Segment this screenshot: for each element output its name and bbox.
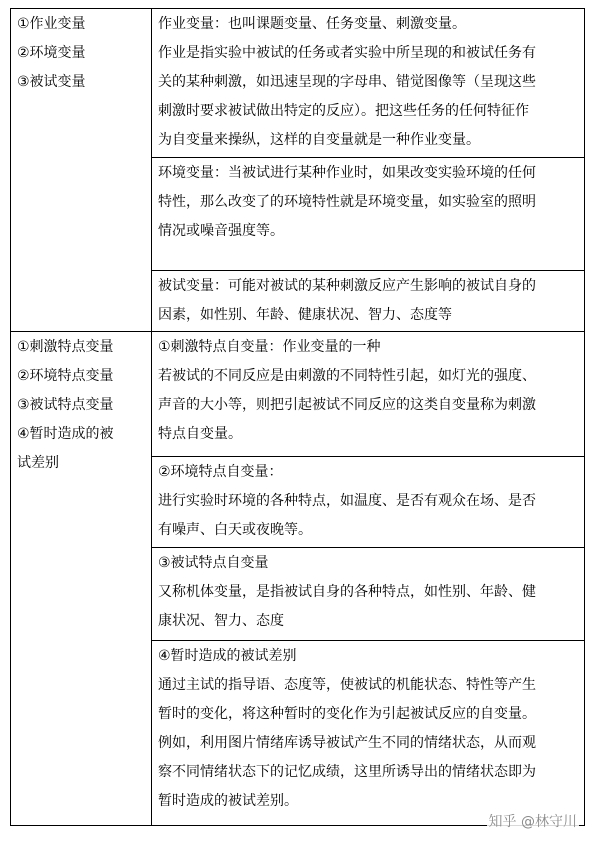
stimulus-feature-cell [152,332,585,457]
text-line: ④暂时造成的被试差别 [158,648,297,664]
group2-left-line: 试差别 [17,455,59,471]
text-line: 特点自变量。 [158,426,242,442]
subject-variable-cell [152,271,585,332]
group2-left-cell [11,332,152,826]
text-line: 特性，那么改变了的环境特性就是环境变量，如实验室的照明 [158,194,536,210]
group1-left-line: ①作业变量 [17,16,86,32]
table-row [11,332,585,457]
text-line: 声音的大小等，则把引起被试不同反应的这类自变量称为刺激 [158,397,536,413]
text-line: 关的某种刺激，如迅速呈现的字母串、错觉图像等（呈现这些 [158,74,536,90]
text-line: 情况或噪音强度等。 [158,223,284,239]
text-line: 例如，利用图片情绪库诱导被试产生不同的情绪状态，从而观 [158,735,536,751]
group2-left-line: ④暂时造成的被 [17,426,114,442]
text-line: 康状况、智力、态度 [158,613,284,629]
text-line: 察不同情绪状态下的记忆成绩，这里所诱导出的情绪状态即为 [158,764,536,780]
group1-left-line: ③被试变量 [17,74,86,90]
text-line: 通过主试的指导语、态度等，使被试的机能状态、特性等产生 [158,677,536,693]
table-row [11,9,585,158]
task-variable-cell [152,9,585,158]
group2-left-line: ③被试特点变量 [17,397,114,413]
text-line: 暂时的变化，将这种暂时的变化作为引起被试反应的自变量。 [158,706,536,722]
temporary-difference-cell [152,641,585,826]
text-line: 有噪声、白天或夜晚等。 [158,522,312,538]
group1-left-cell [11,9,152,332]
text-line: 作业变量：也叫课题变量、任务变量、刺激变量。 [158,16,466,32]
group1-left-line: ②环境变量 [17,45,86,61]
text-line: 作业是指实验中被试的任务或者实验中所呈现的和被试任务有 [158,45,536,61]
text-line: 为自变量来操纵，这样的自变量就是一种作业变量。 [158,132,480,148]
text-line: 进行实验时环境的各种特点，如温度、是否有观众在场、是否 [158,493,536,509]
text-line: 因素，如性别、年龄、健康状况、智力、态度等 [158,307,452,323]
text-line: 环境变量：当被试进行某种作业时，如果改变实验环境的任何 [158,165,536,181]
text-line: 刺激时要求被试做出特定的反应）。把这些任务的任何特征作 [158,103,529,119]
text-line: ①刺激特点自变量：作业变量的一种 [158,339,381,355]
group2-left-line: ①刺激特点变量 [17,339,114,355]
zhihu-watermark: 知乎 @林守川 [487,811,579,831]
group2-left-line: ②环境特点变量 [17,368,114,384]
text-line: ②环境特点自变量： [158,464,283,480]
text-line: ③被试特点自变量 [158,555,269,571]
text-line: 又称机体变量，是指被试自身的各种特点，如性别、年龄、健 [158,584,536,600]
environment-variable-cell [152,158,585,271]
variables-table [10,8,585,826]
text-line: 被试变量：可能对被试的某种刺激反应产生影响的被试自身的 [158,278,536,294]
environment-feature-cell [152,457,585,548]
text-line: 若被试的不同反应是由刺激的不同特性引起，如灯光的强度、 [158,368,536,384]
text-line: 暂时造成的被试差别。 [158,793,298,809]
subject-feature-cell [152,548,585,641]
